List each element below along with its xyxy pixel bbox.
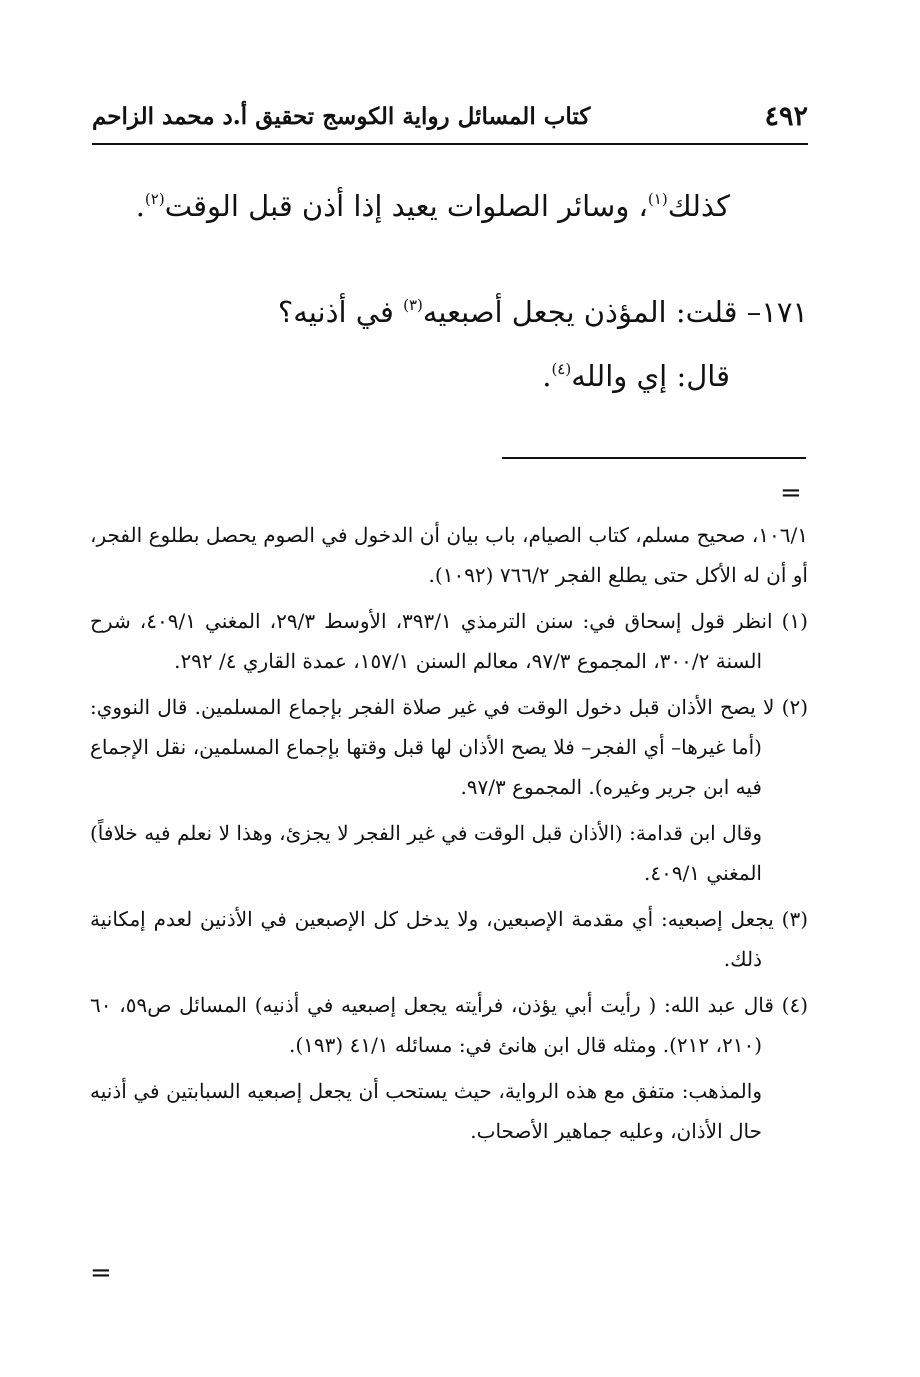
- continuation-mark-top: =: [780, 478, 802, 508]
- question-text: في أذنيه؟: [277, 295, 404, 329]
- footnote-text: (٣) يجعل إصبعيه: أي مقدمة الإصبعين، ولا يدخل كل الإصبعين في الأذنين لعدم إمكانية ذلك.: [90, 907, 809, 971]
- book-title: كتاب المسائل رواية الكوسج تحقيق أ.د محمد الزاحم: [92, 102, 591, 130]
- page-number: ٤٩٢: [764, 100, 808, 132]
- footnote-text: ١٠٦/١، صحيح مسلم، كتاب الصيام، باب بيان أن الدخول في الصوم يحصل بطلوع الفجر، أو أن له الأكل حتى يطلع الفجر ٧٦٦/٢ (١٠٩٢).: [90, 523, 808, 587]
- main-text-line-1: [136, 186, 730, 226]
- main-text: ، وسائر الصلوات يعيد إذا أذن قبل الوقت: [164, 189, 648, 223]
- footnote-ref-3: (٣): [403, 296, 423, 314]
- answer-text: .: [542, 359, 552, 393]
- footnote-text: والمذهب: متفق مع هذه الرواية، حيث يستحب أن يجعل إصبعيه السبابتين في أذنيه حال الأذان، وعليه جماهير الأصحاب.: [90, 1079, 762, 1143]
- running-header: [92, 96, 808, 136]
- footnote-text: وقال ابن قدامة: (الأذان قبل الوقت في غير الفجر لا يجزئ، وهذا لا نعلم فيه خلافاً) المغني ٤٠٩/١.: [90, 821, 762, 885]
- continuation-mark-bottom: =: [90, 1258, 112, 1288]
- footnotes: [90, 515, 808, 1157]
- footnote-text: (٤) قال عبد الله: ( رأيت أبي يؤذن، فرأيته يجعل إصبعيه في أذنيه) المسائل ص٥٩، ٦٠ (٢١٠، ٢١٢). ومثله قال ابن هانئ في: مسائله ٤١/١ (١٩٣).: [90, 993, 809, 1057]
- main-text: كذلك: [667, 189, 730, 223]
- footnote-text: (٢) لا يصح الأذان قبل دخول الوقت في غير صلاة الفجر بإجماع المسلمين. قال النووي: (أما غيرها– أي الفجر– فلا يصح الأذان لها قبل وقتها بإجماع المسلمين، نقل الإجماع فيه ابن جرير وغيره). المجموع ٩٧/٣.: [90, 695, 808, 799]
- main-text: .: [135, 189, 145, 223]
- footnote-separator: [502, 457, 806, 459]
- footnote-ref-2: (٢): [144, 190, 165, 208]
- footnote-ref-4: (٤): [551, 360, 572, 378]
- header-rule: [92, 143, 808, 145]
- answer-171: [542, 356, 730, 396]
- question-text: ١٧١– قلت: المؤذن يجعل أصبعيه: [422, 295, 808, 329]
- footnote-4: [90, 985, 808, 1151]
- footnote-continued: [90, 515, 808, 595]
- footnote-text: (١) انظر قول إسحاق في: سنن الترمذي ٣٩٣/١، الأوسط ٢٩/٣، المغني ٤٠٩/١، شرح السنة ٣٠٠/٢، المجموع ٩٧/٣، معالم السنن ١٥٧/١، عمدة القاري ٤/ ٢٩٢.: [90, 609, 808, 673]
- answer-text: قال: إي والله: [571, 359, 730, 393]
- question-171: [278, 292, 808, 332]
- footnote-1: [90, 601, 808, 681]
- footnote-2: [90, 687, 808, 893]
- footnote-3: [90, 899, 808, 979]
- footnote-ref-1: (١): [647, 190, 668, 208]
